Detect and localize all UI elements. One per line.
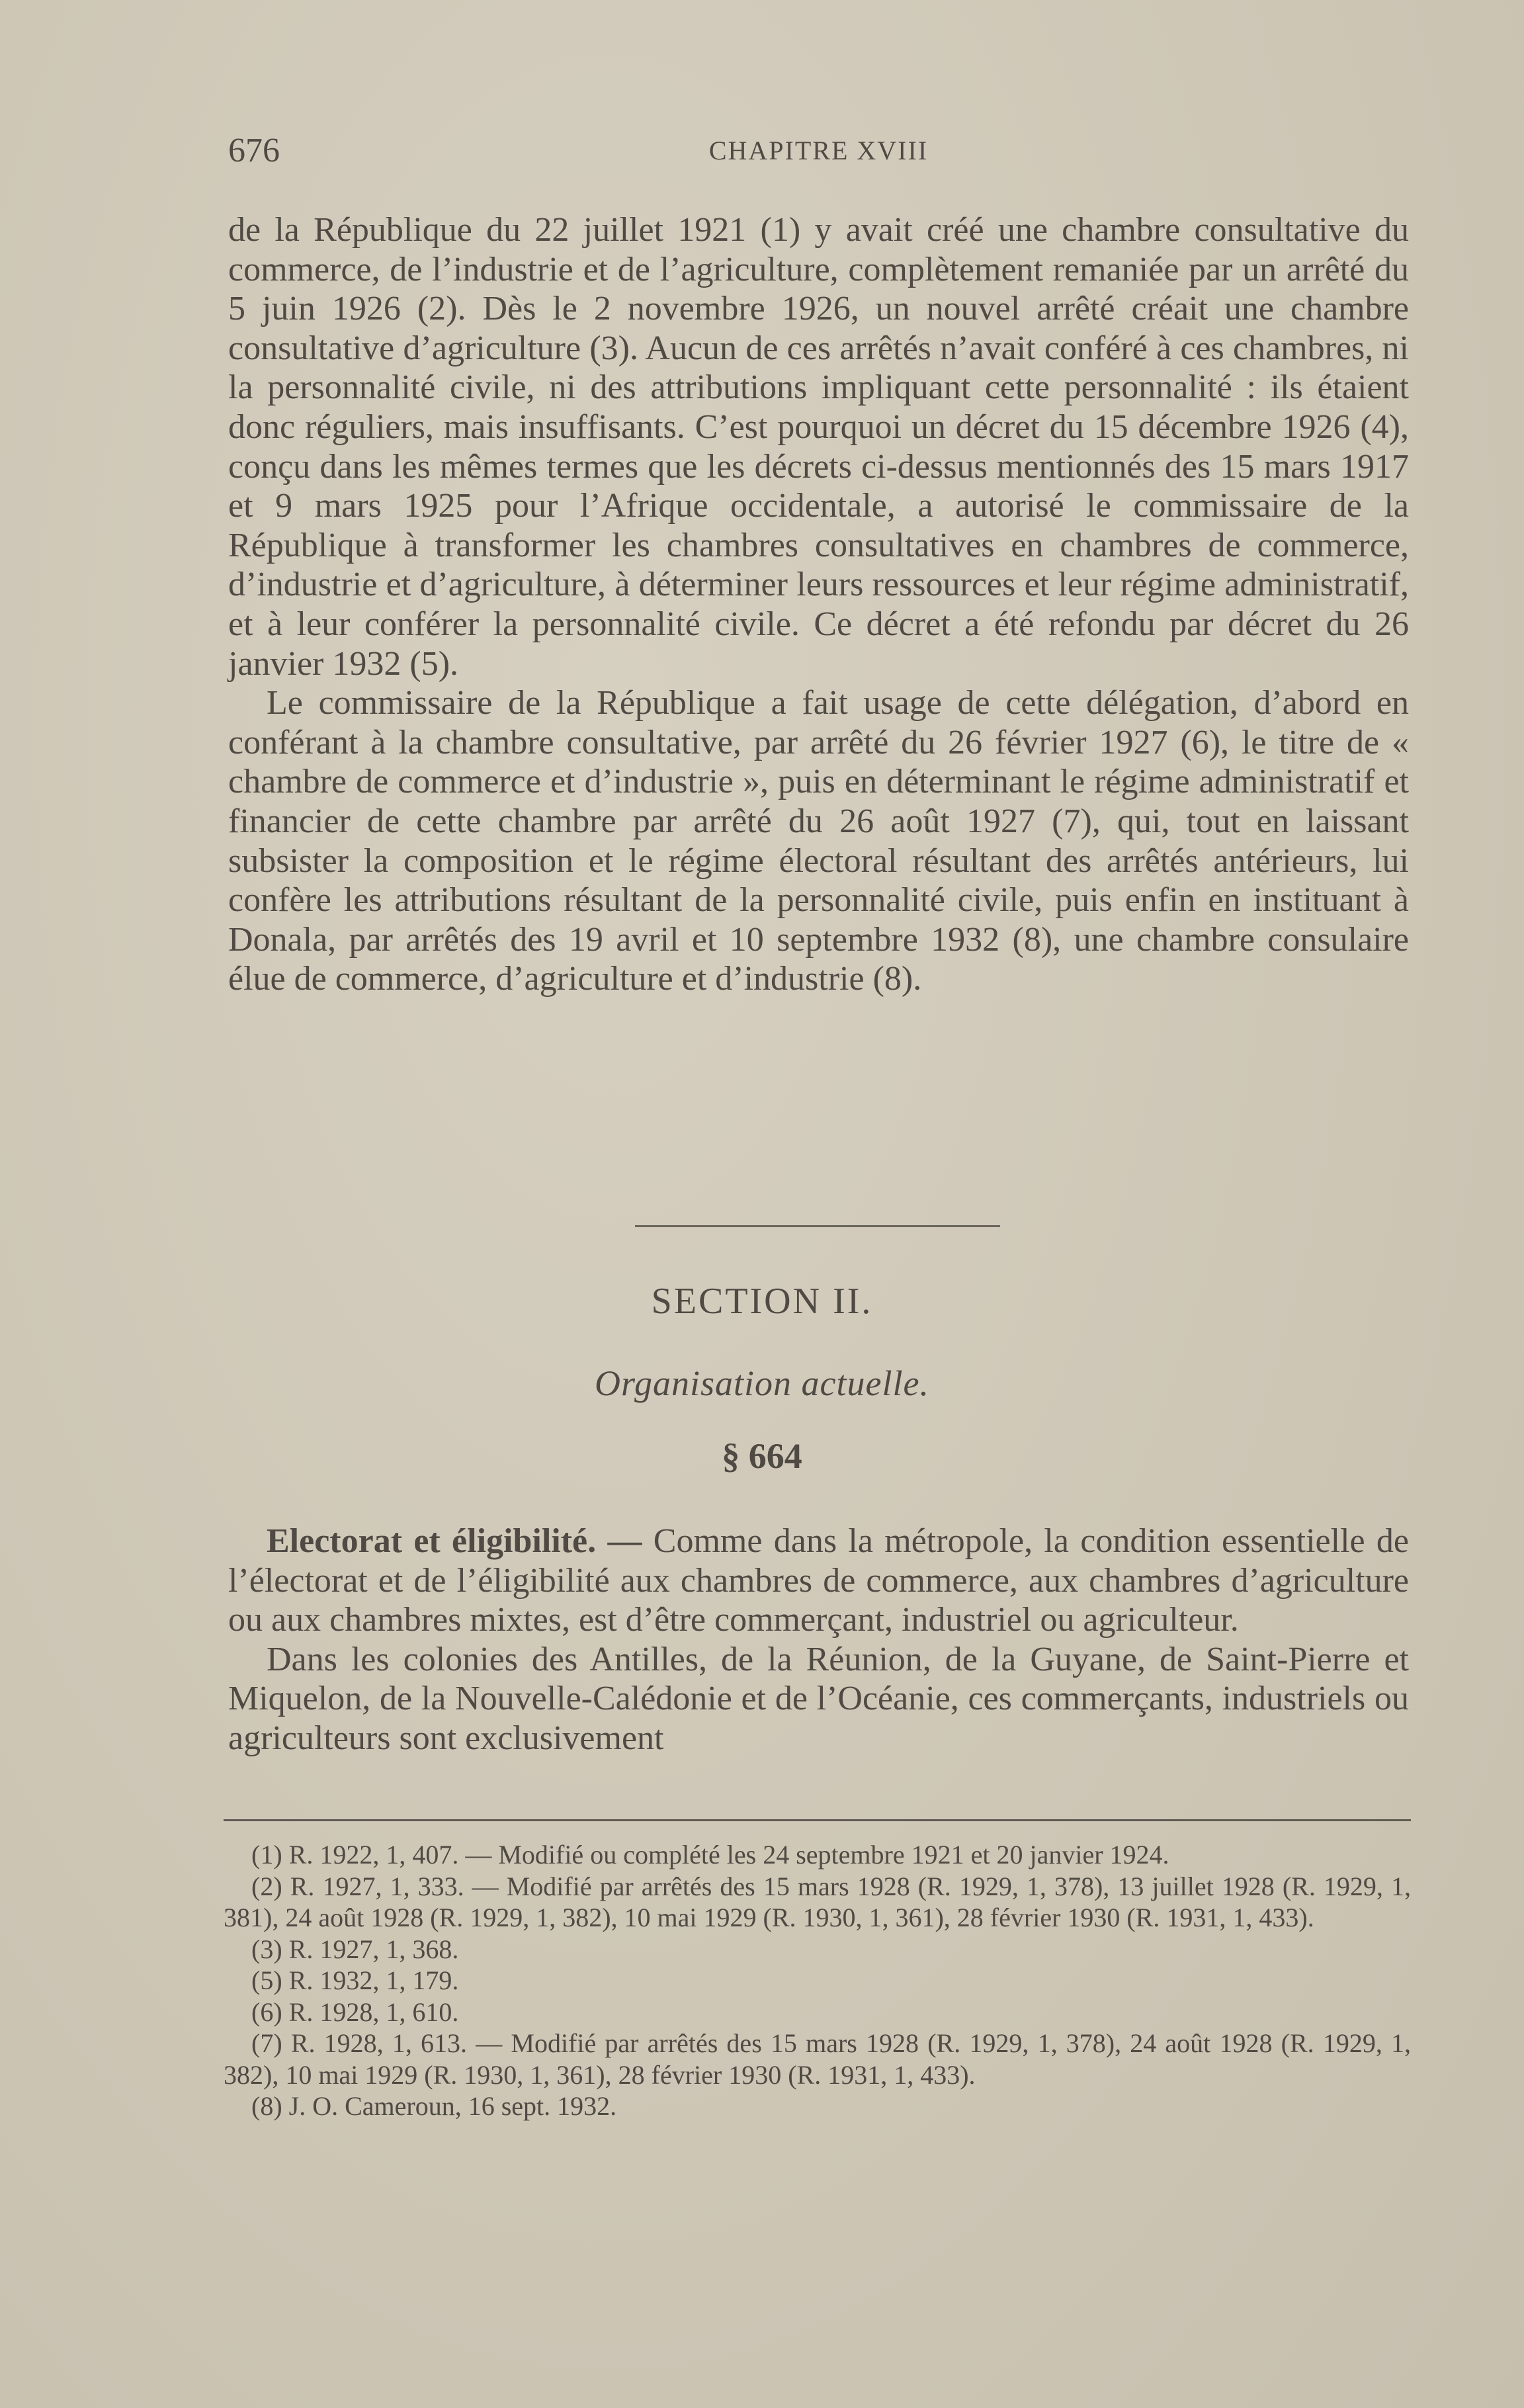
footnote-7: (7) R. 1928, 1, 613. — Modifié par arrêtés des 15 mars 1928 (R. 1929, 1, 378), 24 août 1928 (R. 1929, 1, 382), 10 mai 1929 (R. 1930, 1, 361), 28 février 1930 (R. 1931, 1, 433).: [224, 2028, 1411, 2090]
running-head: [228, 131, 1409, 171]
footnotes: [224, 1839, 1411, 2122]
paragraph-number: § 664: [722, 1436, 802, 1476]
intro-text: [228, 210, 1409, 999]
footnote-1: (1) R. 1922, 1, 407. — Modifié ou complété les 24 septembre 1921 et 20 janvier 1924.: [251, 1840, 1169, 1870]
intro-paragraph-1: de la République du 22 juillet 1921 (1) y avait créé une chambre consultative du commerce, de l’industrie et de l’agriculture, complètement remaniée par un arrêté du 5 juin 1926 (2). Dès le 2 novembre 1926, un nouvel arrêté créait une chambre consultative d’agriculture (3). Aucun de ces arrêtés n’avait conféré à ces chambres, ni la personnalité civile, ni des attributions impliquant cette personnalité : ils étaient donc réguliers, mais insuffisants. C’est pourquoi un décret du 15 décembre 1926 (4), conçu dans les mêmes termes que les décrets ci-dessus mentionnés des 15 mars 1917 et 9 mars 1925 pour l’Afrique occidentale, a autorisé le commissaire de la République à transformer les chambres consultatives en chambres de commerce, d’industrie et d’agriculture, à déterminer leurs ressources et leur régime administratif, et à leur conférer la personnalité civile. Ce décret a été refondu par décret du 26 janvier 1932 (5).: [228, 211, 1409, 683]
footnote-3: (3) R. 1927, 1, 368.: [251, 1934, 459, 1964]
electorat-text: [228, 1522, 1409, 1758]
footnote-8: (8) J. O. Cameroun, 16 sept. 1932.: [251, 2091, 617, 2121]
electorat-paragraph-1-body: Comme dans la métropole, la condition essentielle de l’électorat et de l’éligibilité aux chambres de commerce, aux chambres d’agriculture ou aux chambres mixtes, est d’être commerçant, industriel ou agriculteur.: [228, 1522, 1410, 1639]
intro-paragraph-2: Le commissaire de la République a fait usage de cette délégation, d’abord en conférant à la chambre consultative, par arrêté du 26 février 1927 (6), le titre de « chambre de commerce et d’industrie », puis en déterminant le régime administratif et financier de cette chambre par arrêté du 26 août 1927 (7), qui, tout en laissant subsister la composition et le régime électoral résultant des arrêtés antérieurs, lui confère les attributions résultant de la personnalité civile, puis enfin en instituant à Donala, par arrêtés des 19 avril et 10 septembre 1932 (8), une chambre consulaire élue de commerce, d’agriculture et d’industrie (8).: [228, 684, 1409, 998]
electorat-paragraph-2: Dans les colonies des Antilles, de la Réunion, de la Guyane, de Saint-Pierre et Miquelon, de la Nouvelle-Calédonie et de l’Océanie, ces commerçants, industriels ou agriculteurs sont exclusivement: [228, 1640, 1409, 1757]
electorat-paragraph-1: [228, 1522, 1409, 1640]
footnote-5: (5) R. 1932, 1, 179.: [251, 1965, 459, 1995]
section-divider: [635, 1225, 1000, 1227]
footnote-6: (6) R. 1928, 1, 610.: [251, 1997, 459, 2027]
section-heading: SECTION II.: [651, 1281, 873, 1322]
footnote-2: (2) R. 1927, 1, 333. — Modifié par arrêtés des 15 mars 1928 (R. 1929, 1, 378), 13 juillet 1928 (R. 1929, 1, 381), 24 août 1928 (R. 1929, 1, 382), 10 mai 1929 (R. 1930, 1, 361), 28 février 1930 (R. 1931, 1, 433).: [224, 1871, 1411, 1932]
electorat-lead: Electorat et éligibilité. —: [267, 1522, 642, 1560]
footnote-rule: [224, 1819, 1411, 1821]
chapter-title: CHAPITRE XVIII: [708, 136, 929, 165]
page-number: 676: [228, 132, 280, 169]
section-subtitle: Organisation actuelle.: [595, 1363, 929, 1403]
